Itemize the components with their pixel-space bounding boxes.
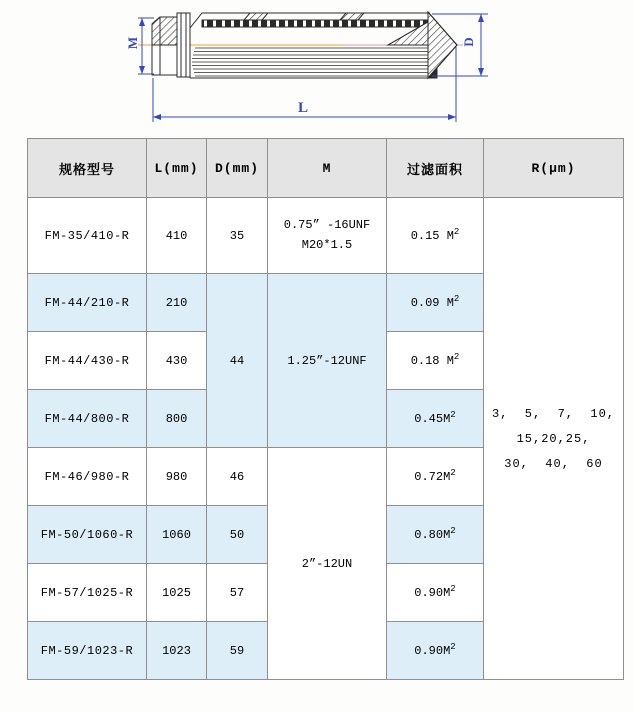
cell-diameter: 57 bbox=[207, 564, 268, 622]
cell-model: FM-59/1023-R bbox=[28, 622, 147, 680]
header-micron: R(μm) bbox=[484, 139, 624, 198]
micron-line: 30, 40, 60 bbox=[504, 456, 603, 471]
cell-area: $0.80M^2$ bbox=[387, 506, 484, 564]
micron-line: 3, 5, 7, 10, bbox=[491, 406, 616, 421]
spec-table bbox=[27, 138, 624, 680]
cell-diameter: 50 bbox=[207, 506, 268, 564]
cell-area: 0.15 $M^2$ bbox=[387, 198, 484, 274]
header-length: L(mm) bbox=[147, 139, 207, 198]
cell-model: FM-46/980-R bbox=[28, 448, 147, 506]
header-area: 过滤面积 bbox=[387, 139, 484, 198]
cell-thread: 1.25”-12UNF bbox=[268, 274, 387, 448]
header-diameter: D(mm) bbox=[207, 139, 268, 198]
cell-length: 800 bbox=[147, 390, 207, 448]
cell-model: FM-44/210-R bbox=[28, 274, 147, 332]
cell-length: 1025 bbox=[147, 564, 207, 622]
cell-diameter: 46 bbox=[207, 448, 268, 506]
cell-diameter: 35 bbox=[207, 198, 268, 274]
cell-area: $0.90M^2$ bbox=[387, 622, 484, 680]
cell-diameter: 44 bbox=[207, 274, 268, 448]
cell-diameter: 59 bbox=[207, 622, 268, 680]
cell-length: 210 bbox=[147, 274, 207, 332]
cell-area: $0.72M^2$ bbox=[387, 448, 484, 506]
filter-technical-drawing bbox=[0, 0, 634, 138]
cell-model: FM-44/430-R bbox=[28, 332, 147, 390]
cell-model: FM-57/1025-R bbox=[28, 564, 147, 622]
thread-line-1: 0.75” -16UNF bbox=[283, 218, 371, 233]
micron-line: 15,20,25, bbox=[516, 431, 591, 446]
dim-label-d: D bbox=[461, 37, 476, 47]
cell-area: 0.18 $M^2$ bbox=[387, 332, 484, 390]
cell-micron-range bbox=[484, 198, 624, 680]
dim-label-m: M bbox=[125, 36, 140, 50]
cell-model: FM-35/410-R bbox=[28, 198, 147, 274]
table-row bbox=[28, 198, 624, 274]
cell-model: FM-44/800-R bbox=[28, 390, 147, 448]
cell-model: FM-50/1060-R bbox=[28, 506, 147, 564]
cell-length: 1023 bbox=[147, 622, 207, 680]
table-header-row bbox=[28, 139, 624, 198]
thread-line-2: M20*1.5 bbox=[301, 237, 353, 252]
header-thread: M bbox=[268, 139, 387, 198]
pleats bbox=[192, 48, 428, 76]
dim-label-l: L bbox=[297, 100, 309, 116]
cell-area: 0.09 $M^2$ bbox=[387, 274, 484, 332]
cell-thread: 2”-12UN bbox=[268, 448, 387, 680]
cell-length: 430 bbox=[147, 332, 207, 390]
cell-length: 1060 bbox=[147, 506, 207, 564]
cell-area: $0.45M^2$ bbox=[387, 390, 484, 448]
header-model: 规格型号 bbox=[28, 139, 147, 198]
cell-thread bbox=[268, 198, 387, 274]
cell-length: 980 bbox=[147, 448, 207, 506]
cell-area: $0.90M^2$ bbox=[387, 564, 484, 622]
cell-length: 410 bbox=[147, 198, 207, 274]
